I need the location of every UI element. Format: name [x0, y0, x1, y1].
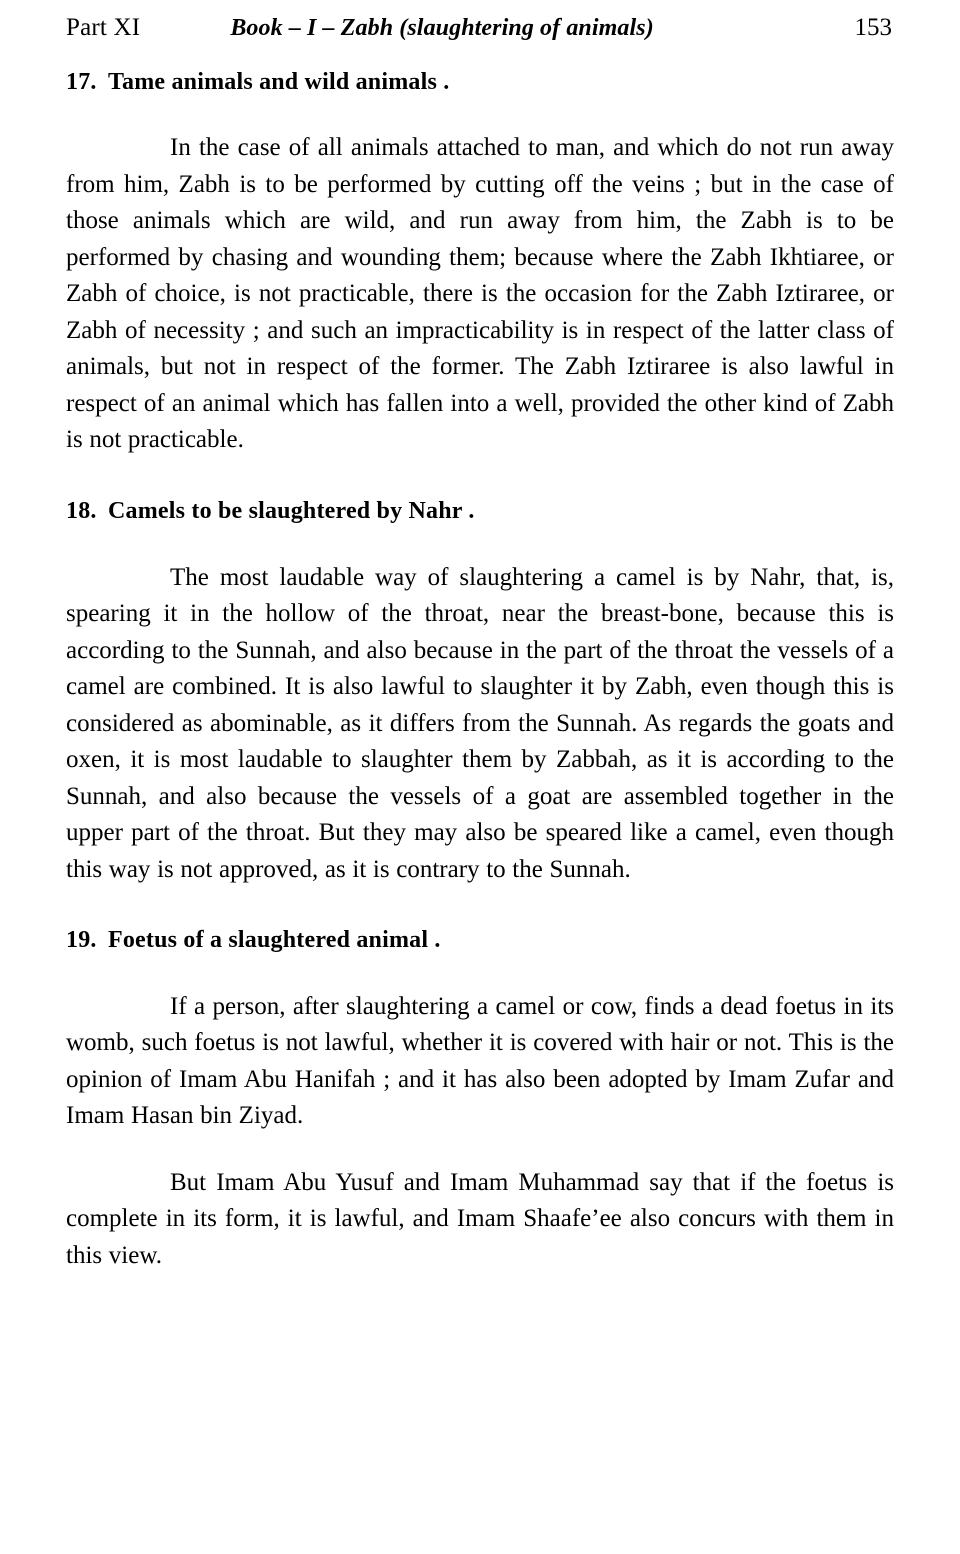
section-heading-19	[62, 926, 898, 955]
section-title-17: Tame animals and wild animals .	[108, 68, 450, 95]
page-header	[62, 14, 898, 42]
spacer	[62, 955, 898, 989]
section-18-paragraph-1: The most laudable way of slaughtering a camel is by Nahr, that, is, spearing it in the hollow of the throat, near the breast-bone, because this is according to the Sunnah, and also because in the part of the throat the vessels of a camel are combined. It is also lawful to slaughter it by Zabh, even though this is considered as abominable, as it differs from the Sunnah. As regards the goats and oxen, it is most laudable to slaughter them by Zabbah, as it is according to the Sunnah, and also because the vessels of a goat are assembled together in the upper part of the throat. But they may also be speared like a camel, even though this way is not approved, as it is contrary to the Sunnah.	[66, 563, 894, 883]
page-number: 153	[854, 14, 892, 41]
section-number-18: 18.	[66, 497, 97, 524]
spacer	[62, 526, 898, 560]
section-heading-18	[62, 497, 898, 526]
section-number-19: 19.	[66, 927, 97, 954]
header-part-label: Part XI	[66, 14, 141, 41]
section-19-paragraph-2: But Imam Abu Yusuf and Imam Muhammad say that if the foetus is complete in its form, it is lawful, and Imam Shaafe’ee also concurs with them in this view.	[66, 1168, 894, 1269]
spacer	[62, 96, 898, 130]
header-book-title: Book – I – Zabh (slaughtering of animals)	[230, 15, 654, 41]
section-17-paragraph-1: In the case of all animals attached to man, and which do not run away from him, Zabh is to be performed by cutting off the veins ; but in the case of those animals which are wild, and run away from him, the Zabh is to be performed by chasing and wounding them; because where the Zabh Ikhtiaree, or Zabh of choice, is not practicable, there is the occasion for the Zabh Iztiraree, or Zabh of necessity ; and such an impracticability is in respect of the latter class of animals, but not in respect of the former. The Zabh Iztiraree is also lawful in respect of an animal which has fallen into a well, provided the other kind of Zabh is not practicable.	[66, 134, 894, 454]
spacer	[62, 1135, 898, 1165]
spacer	[62, 459, 898, 497]
spacer	[62, 888, 898, 926]
section-title-19: Foetus of a slaughtered animal .	[108, 927, 441, 954]
section-heading-17	[62, 68, 898, 97]
section-19-paragraph-1: If a person, after slaughtering a camel or cow, finds a dead foetus in its womb, such foetus is not lawful, whether it is covered with hair or not. This is the opinion of Imam Abu Hanifah ; and it has also been adopted by Imam Zufar and Imam Hasan bin Ziyad.	[66, 992, 894, 1130]
section-title-18: Camels to be slaughtered by Nahr .	[108, 497, 475, 524]
section-number-17: 17.	[66, 68, 97, 95]
